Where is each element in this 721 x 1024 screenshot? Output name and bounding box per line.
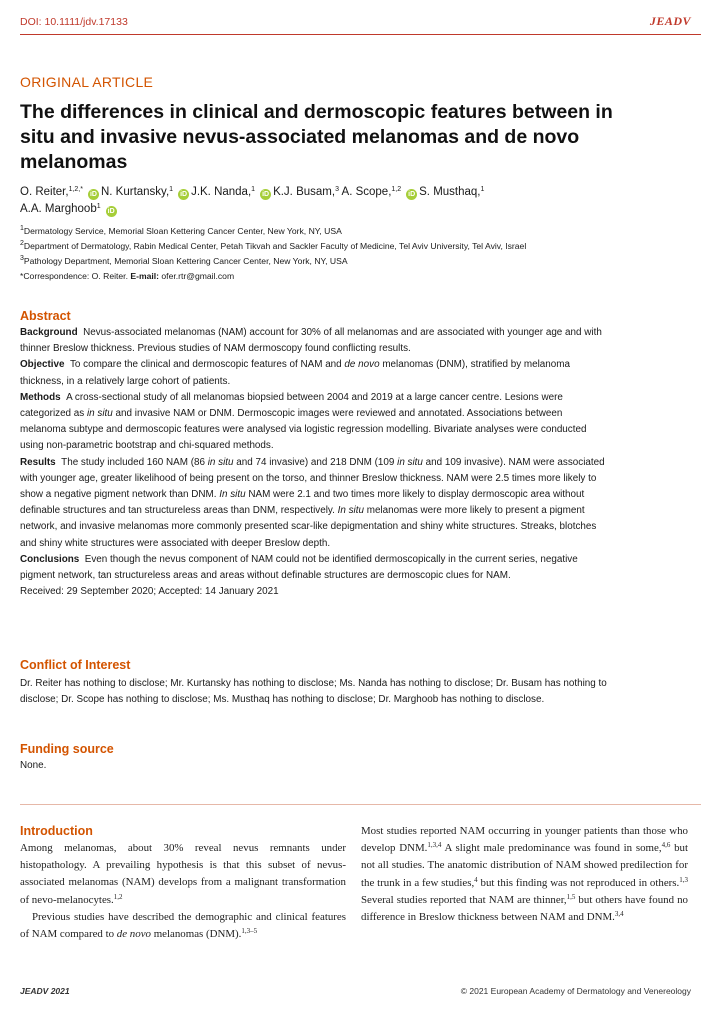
email-link[interactable]: ofer.rtr@gmail.com (161, 271, 235, 281)
affiliations (20, 224, 680, 284)
abstract-body (20, 325, 608, 600)
intro-paragraph-3: Most studies reported NAM occurring in younger patients than those who develop DNM.$^{1,3,4}$ A slight male predominance was found in some,$^{4,6}$ but not all studies. The anatomic distribution of NAM showed predilection for the trunk in a few studies,$^4$ but this finding was not reproduced in others.$^{1,3}$ Several studies reported that NAM are thinner,$^{1,5}$ but others have found no difference in Breslow thickness between NAM and DNM.$^{3,4}$ (361, 825, 688, 924)
author-name[interactable]: N. Kurtansky,$^1$iD (100, 186, 188, 198)
abstract-results: Results The study included 160 NAM (86 in situ and 74 invasive) and 218 DNM (109 in situ and 109 invasive). NAM were associated with younger age, greater likelihood of being present on the torso, and thinner Breslow thickness. NAM were 2.5 times more likely to show a negative pigment network than DNM. In situ NAM were 2.1 and two times more likely to display dermoscopic area without definable structures and tan structureless areas than DNM, respectively. In situ melanomas were more likely to present a pigment network, and invasive melanomas more commonly presented scar-like depigmentation and shiny white structures. Streaks, blotches and shiny white structures were associated with deeper Breslow depth. (20, 456, 605, 549)
introduction-heading: Introduction (20, 824, 93, 838)
funding-heading: Funding source (20, 742, 114, 756)
abstract-background: Background Nevus-associated melanomas (NAM) account for 30% of all melanomas and are associated with younger age and with thinner Breslow thickness. Previous studies of NAM dermoscopy found conflicting results. (20, 327, 602, 355)
orcid-icon[interactable]: iD (408, 191, 416, 198)
abstract-heading: Abstract (20, 309, 71, 323)
conflict-text: Dr. Reiter has nothing to disclose; Mr. Kurtansky has nothing to disclose; Ms. Nanda has nothing to disclose; Dr. Busam has nothing to disclose; Dr. Scope has nothing to disclose; Ms. Musthaq has nothing to disclose; Dr. Marghoob has nothing to disclose. (20, 678, 607, 705)
author-list (20, 184, 660, 218)
intro-paragraph-1: Among melanomas, about 30% reveal nevus remnants under histopathology. A prevailing hypothesis is that this subset of nevus-associated melanomas (NAM) develops from a malignant transformation of nevo-melanocytes.$^{1,2}$ (20, 842, 346, 906)
orcid-icon[interactable]: iD (180, 191, 188, 198)
affiliation-item: $^1$Dermatology Service, Memorial Sloan Kettering Cancer Center, New York, NY, USA (20, 225, 342, 236)
author-name[interactable]: O. Reiter,$^{1,2,*}$iD (20, 186, 97, 198)
conflict-heading: Conflict of Interest (20, 658, 131, 672)
abstract-conclusions: Conclusions Even though the nevus component of NAM could not be identified dermoscopically in the current series, negative pigment network, tan structureless areas and areas without definable structures are dermoscopic clues for NAM. (20, 553, 578, 582)
abstract-objective: Objective To compare the clinical and dermoscopic features of NAM and de novo melanomas (DNM), stratified by melanoma thickness, in a relatively large cohort of patients. (20, 359, 571, 387)
received-dates: Received: 29 September 2020; Accepted: 14 January 2021 (20, 586, 279, 598)
intro-column-left (20, 840, 346, 943)
orcid-icon[interactable]: iD (262, 191, 270, 198)
author-name[interactable]: K.J. Busam,$^3$ (273, 186, 339, 198)
affiliation-item: $^3$Pathology Department, Memorial Sloan Kettering Cancer Center, New York, NY, USA (20, 255, 348, 266)
author-name[interactable]: A.A. Marghoob$^1$iD (20, 203, 115, 215)
footer-journal: JEADV 2021 (20, 986, 70, 996)
article-type-label: ORIGINAL ARTICLE (20, 74, 154, 90)
funding-text: None. (20, 760, 47, 771)
orcid-icon[interactable]: iD (107, 208, 115, 215)
correspondence: *Correspondence: O. Reiter. E-mail: ofer.rtr@gmail.com (20, 271, 235, 281)
doi[interactable]: DOI: 10.1111/jdv.17133 (20, 16, 128, 28)
orcid-icon[interactable]: iD (89, 191, 97, 198)
intro-column-right (361, 823, 688, 926)
header-divider (20, 34, 701, 35)
article-title: The differences in clinical and dermoscopic features between in situ and invasive nevus-associated melanomas and de novo melanomas (20, 101, 613, 173)
affiliation-item: $^2$Department of Dermatology, Rabin Medical Center, Petah Tikvah and Sackler Faculty of Medicine, Tel Aviv University, Tel Aviv, Israel (20, 240, 527, 251)
abstract-methods: Methods A cross-sectional study of all melanomas biopsied between 2004 and 2019 at a large cancer centre. Lesions were categorized as in situ and invasive NAM or DNM. Dermoscopic images were reviewed and annotated. Associations between melanoma subtype and dermoscopic features were analysed via logistic regression modelling. Bivariate analyses were conducted using non-parametric bootstrap and chi-squared methods. (20, 391, 587, 452)
author-name[interactable]: A. Scope,$^{1,2}$iD (341, 186, 416, 198)
author-name[interactable]: S. Musthaq,$^1$ (419, 186, 485, 198)
section-divider (20, 804, 701, 805)
author-name[interactable]: J.K. Nanda,$^1$iD (191, 186, 270, 198)
journal-name: JEADV (649, 14, 691, 28)
footer-copyright: © 2021 European Academy of Dermatology and Venereology (460, 986, 691, 996)
intro-paragraph-2: Previous studies have described the demographic and clinical features of NAM compared to de novo melanomas (DNM).$^{1,3-5}$ (20, 910, 346, 941)
